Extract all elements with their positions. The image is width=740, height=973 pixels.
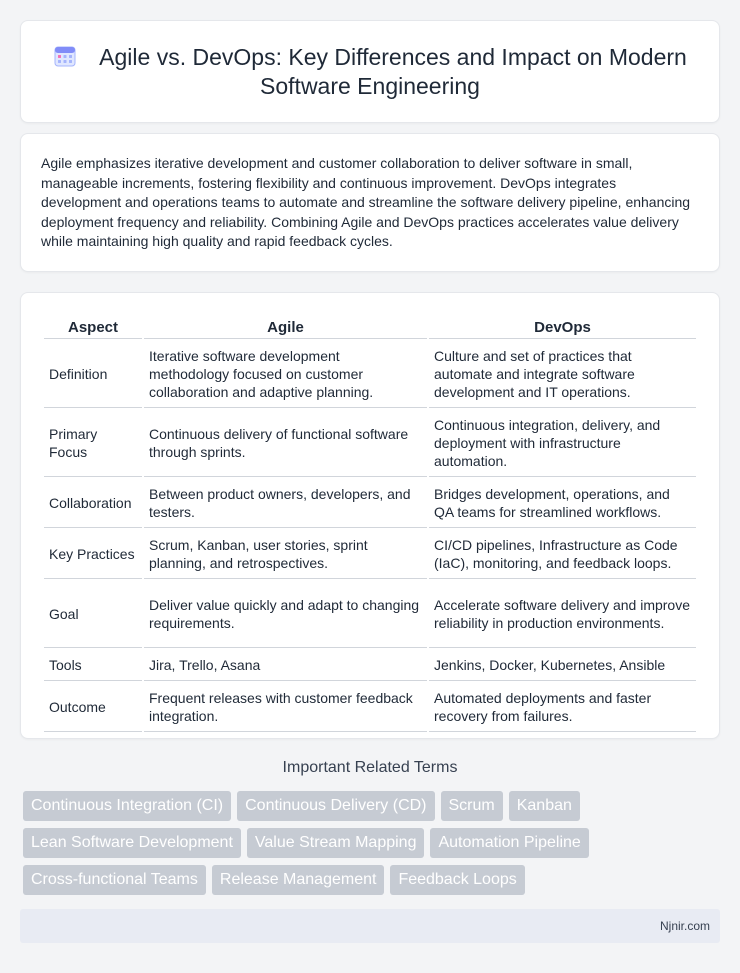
related-term-tag[interactable]: Continuous Integration (CI) (23, 791, 231, 821)
cell-aspect: Definition (44, 341, 142, 408)
header-aspect: Aspect (44, 313, 142, 339)
calendar-icon (53, 44, 77, 68)
table-row (44, 410, 696, 477)
cell-agile: Scrum, Kanban, user stories, sprint planning, and retrospectives. (144, 530, 427, 579)
cell-aspect: Key Practices (44, 530, 142, 579)
cell-devops: Bridges development, operations, and QA teams for streamlined workflows. (429, 479, 696, 528)
intro-card (20, 133, 720, 272)
table-row (44, 479, 696, 528)
cell-aspect: Primary Focus (44, 410, 142, 477)
cell-aspect: Tools (44, 650, 142, 681)
intro-text: Agile emphasizes iterative development and customer collaboration to deliver software in small, manageable increments, fostering flexibility and continuous improvement. DevOps integrates development and operations teams to automate and streamline the software delivery pipeline, enhancing deployment frequency and reliability. Combining Agile and DevOps practices accelerates value delivery while maintaining high quality and rapid feedback cycles. (41, 155, 691, 249)
cell-devops: Culture and set of practices that automate and integrate software development and IT operations. (429, 341, 696, 408)
header-devops: DevOps (429, 313, 696, 339)
related-term-tag[interactable]: Continuous Delivery (CD) (237, 791, 434, 821)
cell-aspect: Outcome (44, 683, 142, 732)
cell-agile: Deliver value quickly and adapt to changing requirements. (144, 581, 427, 648)
table-header-row (44, 313, 696, 339)
page-title-text: Agile vs. DevOps: Key Differences and Impact on Modern Software Engineering (99, 43, 687, 99)
cell-aspect: Collaboration (44, 479, 142, 528)
page-title (41, 43, 699, 101)
related-terms-list (23, 791, 723, 895)
related-term-tag[interactable]: Lean Software Development (23, 828, 241, 858)
comparison-table (42, 311, 698, 734)
cell-devops: Automated deployments and faster recovery from failures. (429, 683, 696, 732)
related-term-tag[interactable]: Cross-functional Teams (23, 865, 206, 895)
table-row (44, 683, 696, 732)
cell-agile: Jira, Trello, Asana (144, 650, 427, 681)
title-card (20, 20, 720, 123)
comparison-card (20, 292, 720, 739)
table-row (44, 581, 696, 648)
header-agile: Agile (144, 313, 427, 339)
footer (20, 909, 720, 943)
cell-agile: Iterative software development methodology focused on customer collaboration and adaptive planning. (144, 341, 427, 408)
related-term-tag[interactable]: Release Management (212, 865, 385, 895)
table-row (44, 341, 696, 408)
related-term-tag[interactable]: Scrum (441, 791, 503, 821)
table-row (44, 530, 696, 579)
footer-source[interactable]: Njnir.com (659, 919, 710, 933)
cell-devops: CI/CD pipelines, Infrastructure as Code (IaC), monitoring, and feedback loops. (429, 530, 696, 579)
cell-aspect: Goal (44, 581, 142, 648)
cell-devops: Accelerate software delivery and improve reliability in production environments. (429, 581, 696, 648)
cell-devops: Jenkins, Docker, Kubernetes, Ansible (429, 650, 696, 681)
related-term-tag[interactable]: Automation Pipeline (430, 828, 588, 858)
related-term-tag[interactable]: Kanban (509, 791, 580, 821)
cell-agile: Frequent releases with customer feedback integration. (144, 683, 427, 732)
related-term-tag[interactable]: Value Stream Mapping (247, 828, 425, 858)
related-terms-title: Important Related Terms (282, 759, 458, 776)
cell-agile: Between product owners, developers, and testers. (144, 479, 427, 528)
related-term-tag[interactable]: Feedback Loops (390, 865, 524, 895)
cell-agile: Continuous delivery of functional software through sprints. (144, 410, 427, 477)
table-row (44, 650, 696, 681)
cell-devops: Continuous integration, delivery, and deployment with infrastructure automation. (429, 410, 696, 477)
